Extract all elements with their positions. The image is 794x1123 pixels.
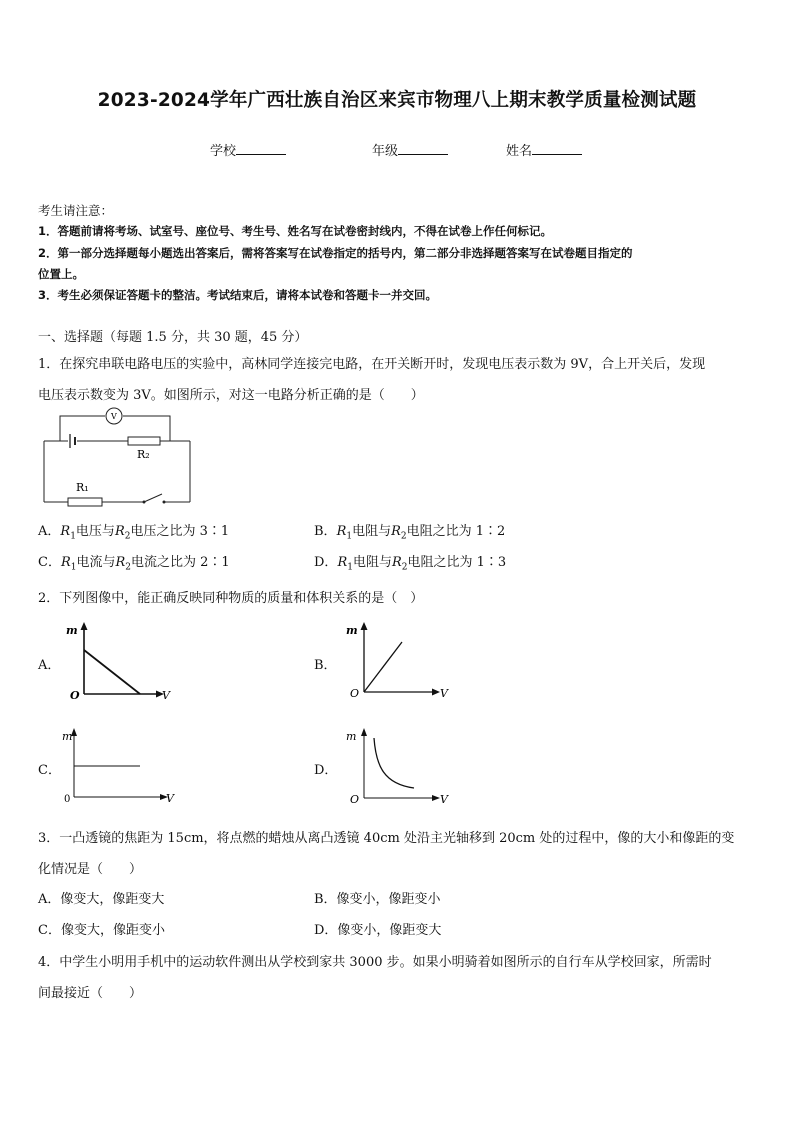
notice-item: 3．考生必须保证答题卡的整洁。考试结束后，请将本试卷和答题卡一并交回。: [38, 288, 437, 302]
school-field[interactable]: [210, 140, 286, 159]
resistor-r2: [128, 437, 160, 445]
name-blank[interactable]: [532, 142, 582, 155]
q1-option-b[interactable]: B．$R_1$电阻与$R_2$电阻之比为 1∶2: [314, 524, 506, 542]
svg-text:V: V: [440, 793, 448, 806]
q2-stem: 2．下列图像中，能正确反映同种物质的质量和体积关系的是（ ）: [38, 591, 424, 606]
q3-option-b[interactable]: B．像变小，像距变小: [314, 892, 441, 907]
q3-option-d[interactable]: D．像变小，像距变大: [314, 923, 442, 938]
q2-graph-d[interactable]: [340, 726, 460, 808]
q2-graph-a[interactable]: [58, 620, 178, 702]
q1-option-a[interactable]: A．$R_1$电压与$R_2$电压之比为 3∶1: [38, 524, 230, 542]
q2-graph-c[interactable]: [58, 726, 182, 808]
notice-item: 位置上。: [38, 267, 84, 281]
svg-text:m: m: [346, 730, 357, 743]
section-heading: 一、选择题（每题 1.5 分，共 30 题，45 分）: [38, 330, 308, 345]
svg-text:V: V: [440, 687, 448, 700]
svg-text:V: V: [166, 792, 174, 805]
page-title: 2023-2024学年广西壮族自治区来宾市物理八上期末教学质量检测试题: [97, 90, 697, 111]
q1-option-d[interactable]: D．$R_1$电阻与$R_2$电阻之比为 1∶3: [314, 555, 507, 573]
q1-stem-line1: 1．在探究串联电路电压的实验中，高林同学连接完电路，在开关断开时，发现电压表示数为 9V，合上开关后，发现: [38, 357, 706, 372]
q2-option-a-label[interactable]: A．: [38, 658, 61, 673]
graph-a-line: [84, 650, 140, 694]
q2-option-b-label[interactable]: B．: [314, 658, 337, 673]
grade-label: 年级: [372, 144, 399, 159]
q4-stem-line1: 4．中学生小明用手机中的运动软件测出从学校到家共 3000 步。如果小明骑着如图所示的自行车从学校回家，所需时: [38, 955, 712, 970]
svg-text:O: O: [350, 687, 360, 700]
grade-field[interactable]: [372, 140, 448, 159]
voltmeter-label: V: [111, 412, 117, 421]
q1-stem-line2: 电压表示数变为 3V。如图所示，对这一电路分析正确的是（ ）: [38, 388, 424, 403]
svg-text:O: O: [350, 793, 360, 806]
svg-text:m: m: [62, 730, 73, 743]
q2-option-c-label[interactable]: C．: [38, 763, 61, 778]
q2-graph-b[interactable]: [340, 620, 460, 702]
svg-text:m: m: [346, 624, 358, 637]
svg-text:0: 0: [64, 794, 71, 805]
school-blank[interactable]: [236, 142, 286, 155]
q3-stem-line2: 化情况是（ ）: [38, 862, 143, 877]
switch-blade: [144, 494, 162, 502]
q1-circuit-diagram: [40, 406, 200, 510]
r2-label: R₂: [137, 448, 150, 461]
q3-option-c[interactable]: C．像变大，像距变小: [38, 923, 165, 938]
resistor-r1: [68, 498, 102, 506]
q2-option-d-label[interactable]: D．: [314, 763, 338, 778]
name-field[interactable]: [506, 140, 582, 159]
school-label: 学校: [210, 144, 237, 159]
notice-item: 1．答题前请将考场、试室号、座位号、考生号、姓名写在试卷密封线内，不得在试卷上作任何标记。: [38, 224, 552, 238]
notice-heading: 考生请注意：: [38, 203, 114, 218]
graph-b-line: [364, 642, 402, 692]
q3-option-a[interactable]: A．像变大，像距变大: [38, 892, 165, 907]
grade-blank[interactable]: [398, 142, 448, 155]
q4-stem-line2: 间最接近（ ）: [38, 986, 143, 1001]
q1-option-c[interactable]: C．$R_1$电流与$R_2$电流之比为 2∶1: [38, 555, 230, 573]
svg-text:V: V: [162, 689, 170, 702]
q3-stem-line1: 3．一凸透镜的焦距为 15cm，将点燃的蜡烛从离凸透镜 40cm 处沿主光轴移到 20cm 处的过程中，像的大小和像距的变: [38, 831, 735, 846]
graph-d-curve: [374, 738, 414, 788]
name-label: 姓名: [506, 144, 533, 159]
r1-label: R₁: [76, 481, 89, 494]
notice-item: 2．第一部分选择题每小题选出答案后，需将答案写在试卷指定的括号内，第二部分非选择题答案写在试卷题目指定的: [38, 246, 633, 260]
svg-text:O: O: [70, 689, 80, 702]
voltmeter-wire-left: [60, 416, 105, 441]
svg-text:m: m: [66, 624, 78, 637]
